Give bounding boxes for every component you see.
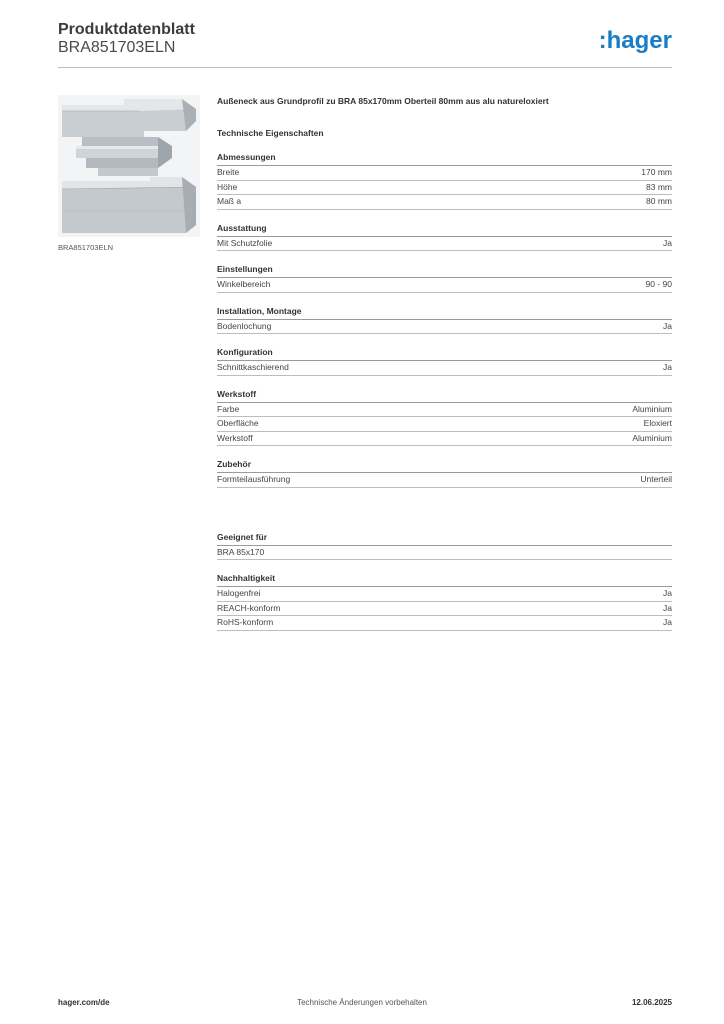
row-value: Eloxiert [643, 418, 672, 428]
row-value: Aluminium [632, 403, 672, 414]
row-label: REACH-konform [217, 602, 281, 613]
row-label: Mit Schutzfolie [217, 237, 273, 248]
group-nachhaltigkeit [217, 573, 672, 631]
group-geeignet-fuer [217, 532, 672, 561]
row-value: Unterteil [640, 474, 672, 484]
group-ausstattung [217, 223, 672, 252]
row-value: Ja [663, 320, 672, 331]
product-description: Außeneck aus Grundprofil zu BRA 85x170mm Oberteil 80mm aus alu natureloxiert [217, 96, 549, 106]
table-row [217, 432, 672, 447]
group-zubehoer [217, 459, 672, 488]
header-divider [58, 67, 672, 68]
group-title: Zubehör [217, 459, 672, 473]
row-value: 170 mm [641, 167, 672, 177]
row-label: Farbe [217, 403, 240, 414]
logo-text: :hager [598, 27, 672, 54]
table-row [217, 546, 672, 561]
row-value: Aluminium [632, 432, 672, 443]
table-row [217, 587, 672, 602]
table-row [217, 403, 672, 418]
group-title: Geeignet für [217, 532, 672, 546]
table-row [217, 417, 672, 432]
group-einstellungen [217, 264, 672, 293]
group-installation [217, 306, 672, 335]
product-image [58, 95, 200, 237]
row-label: Bodenlochung [217, 320, 272, 331]
row-label: Maß a [217, 196, 242, 206]
row-value: Ja [663, 602, 672, 613]
row-label: Schnittkaschierend [217, 362, 289, 372]
row-label: Werkstoff [217, 432, 253, 443]
group-title: Ausstattung [217, 223, 672, 237]
row-value: Ja [663, 617, 672, 627]
table-row [217, 320, 672, 335]
group-title: Nachhaltigkeit [217, 573, 672, 587]
product-details [217, 95, 672, 631]
row-label: Halogenfrei [217, 588, 261, 598]
table-row [217, 195, 672, 210]
table-row [217, 278, 672, 293]
product-code: BRA851703ELN [58, 39, 176, 56]
group-title: Einstellungen [217, 264, 672, 278]
section-title: Technische Eigenschaften [217, 128, 324, 138]
row-label: Oberfläche [217, 418, 259, 428]
row-value: 80 mm [646, 196, 672, 206]
group-title: Konfiguration [217, 347, 672, 361]
row-value: 83 mm [646, 181, 672, 192]
table-row [217, 473, 672, 488]
row-value: Ja [663, 362, 672, 372]
row-label: Höhe [217, 181, 238, 192]
image-caption: BRA851703ELN [58, 243, 114, 252]
row-label: BRA 85x170 [217, 546, 265, 557]
footer-notice: Technische Änderungen vorbehalten [297, 998, 427, 1007]
row-label: Formteilausführung [217, 474, 291, 484]
table-row [217, 181, 672, 196]
group-werkstoff [217, 389, 672, 447]
row-label: RoHS-konform [217, 617, 274, 627]
footer-date: 12.06.2025 [631, 998, 672, 1007]
group-title: Werkstoff [217, 389, 672, 403]
table-row [217, 166, 672, 181]
group-title: Installation, Montage [217, 306, 672, 320]
table-row [217, 602, 672, 617]
group-title: Abmessungen [217, 152, 672, 166]
row-label: Breite [217, 167, 240, 177]
hager-logo [592, 26, 672, 56]
row-value: 90 - 90 [645, 279, 672, 289]
footer-website: hager.com/de [58, 998, 110, 1007]
table-row [217, 361, 672, 376]
group-abmessungen [217, 152, 672, 210]
row-value: Ja [663, 588, 672, 598]
group-konfiguration [217, 347, 672, 376]
row-label: Winkelbereich [217, 279, 271, 289]
row-value: Ja [663, 237, 672, 248]
table-row [217, 616, 672, 631]
page-title: Produktdatenblatt [58, 21, 195, 38]
table-row [217, 237, 672, 252]
